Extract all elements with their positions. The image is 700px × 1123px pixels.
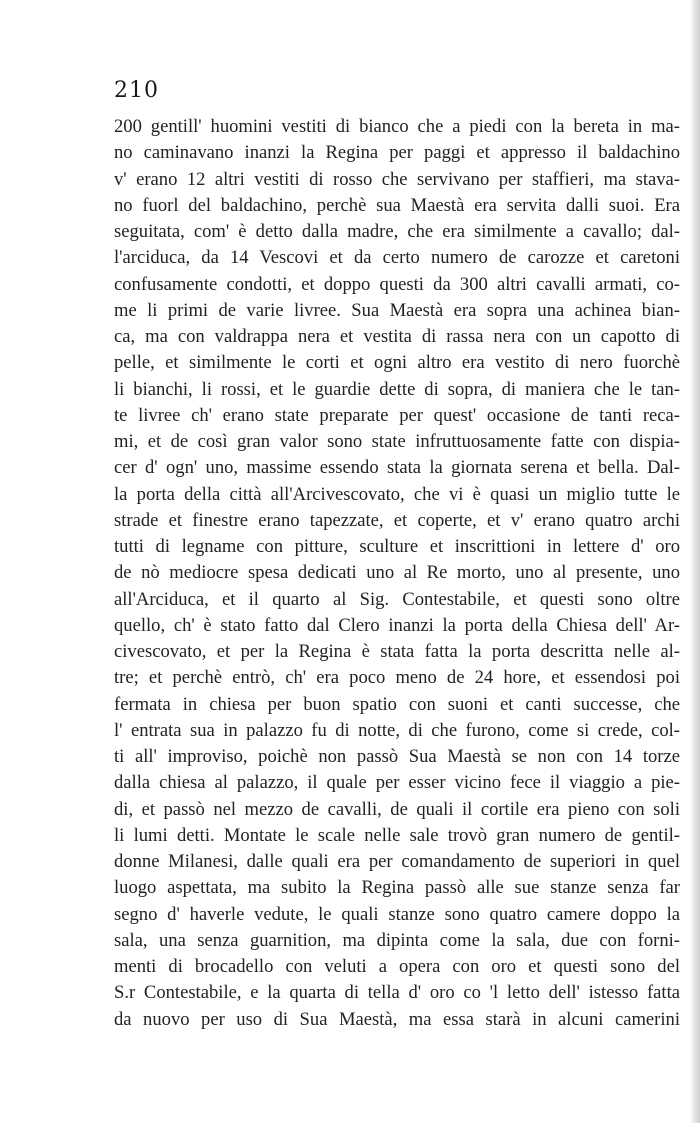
text-line: all'Arciduca, et il quarto al Sig. Contestabile, et questi sono oltre <box>114 588 680 610</box>
text-line: di, et passò nel mezzo de cavalli, de quali il cortile era pieno con soli <box>114 798 680 820</box>
text-line: fermata in chiesa per buon spatio con suoni et canti successe, che <box>114 693 680 715</box>
body-text <box>114 114 680 1033</box>
text-line: no caminavano inanzi la Regina per paggi et appresso il baldachino <box>114 142 680 164</box>
text-line: luogo aspettata, ma subito la Regina passò alle sue stanze senza far <box>114 877 680 899</box>
text-line: li lumi detti. Montate le scale nelle sale trovò gran numero de gentil- <box>114 824 680 846</box>
text-line: no fuorl del baldachino, perchè sua Maestà era servita dalli suoi. Era <box>114 194 680 216</box>
text-line: ca, ma con valdrappa nera et vestita di rassa nera con un capotto di <box>114 326 680 347</box>
text-line: civescovato, et per la Regina è stata fatta la porta descritta nelle al- <box>114 641 680 662</box>
page-number: 210 <box>114 78 159 103</box>
text-line: l'arciduca, da 14 Vescovi et da certo numero de carozze et caretoni <box>114 247 680 269</box>
text-line: te livree ch' erano state preparate per quest' occasione de tanti reca- <box>114 404 680 426</box>
text-line: v' erano 12 altri vestiti di rosso che servivano per staffieri, ma stava- <box>114 168 680 190</box>
text-line: segno d' haverle vedute, le quali stanze sono quatro camere doppo la <box>114 903 680 925</box>
text-line: la porta della città all'Arcivescovato, che vi è quasi un miglio tutte le <box>114 483 680 505</box>
text-line: tutti di legname con pitture, sculture et inscrittioni in lettere d' oro <box>114 536 680 557</box>
text-line: menti di brocadello con veluti a opera con oro et questi sono del <box>114 956 680 977</box>
text-line: strade et finestre erano tapezzate, et coperte, et v' erano quatro archi <box>114 509 680 531</box>
page-edge-shadow <box>690 0 700 1123</box>
text-line: ti all' improviso, poichè non passò Sua Maestà se non con 14 torze <box>114 746 680 767</box>
text-line: seguitata, com' è detto dalla madre, che era similmente a cavallo; dal- <box>114 221 680 242</box>
text-line: quello, ch' è stato fatto dal Clero inanzi la porta della Chiesa dell' Ar- <box>114 614 680 636</box>
text-line: pelle, et similmente le corti et ogni altro era vestito di nero fuorchè <box>114 352 680 374</box>
text-line: cer d' ogn' uno, massime essendo stata la giornata serena et bella. Dal- <box>114 457 680 479</box>
text-line: donne Milanesi, dalle quali era per comandamento de superiori in quel <box>114 851 680 872</box>
text-line: 200 gentill' huomini vestiti di bianco che a piedi con la bereta in ma- <box>114 116 680 137</box>
text-line: me li primi de varie livree. Sua Maestà era sopra una achinea bian- <box>114 299 680 321</box>
text-line: da nuovo per uso di Sua Maestà, ma essa starà in alcuni camerini <box>114 1008 680 1030</box>
text-line: tre; et perchè entrò, ch' era poco meno de 24 hore, et essendosi poi <box>114 667 680 689</box>
text-line: l' entrata sua in palazzo fu di notte, di che furono, come si crede, col- <box>114 719 680 741</box>
text-line: S.r Contestabile, e la quarta di tella d' oro co 'l letto dell' istesso fatta <box>114 982 680 1004</box>
text-line: dalla chiesa al palazzo, il quale per esser vicino fece il viaggio a pie- <box>114 772 680 794</box>
text-line: de nò mediocre spesa dedicati uno al Re morto, uno al presente, uno <box>114 562 680 584</box>
text-line: confusamente condotti, et doppo questi da 300 altri cavalli armati, co- <box>114 273 680 295</box>
text-line: mi, et de così gran valor sono state infruttuosamente fatte con dispia- <box>114 431 680 452</box>
text-line: li bianchi, li rossi, et le guardie dette di sopra, di maniera che le tan- <box>114 378 680 400</box>
text-line: sala, una senza guarnition, ma dipinta come la sala, due con forni- <box>114 929 680 951</box>
